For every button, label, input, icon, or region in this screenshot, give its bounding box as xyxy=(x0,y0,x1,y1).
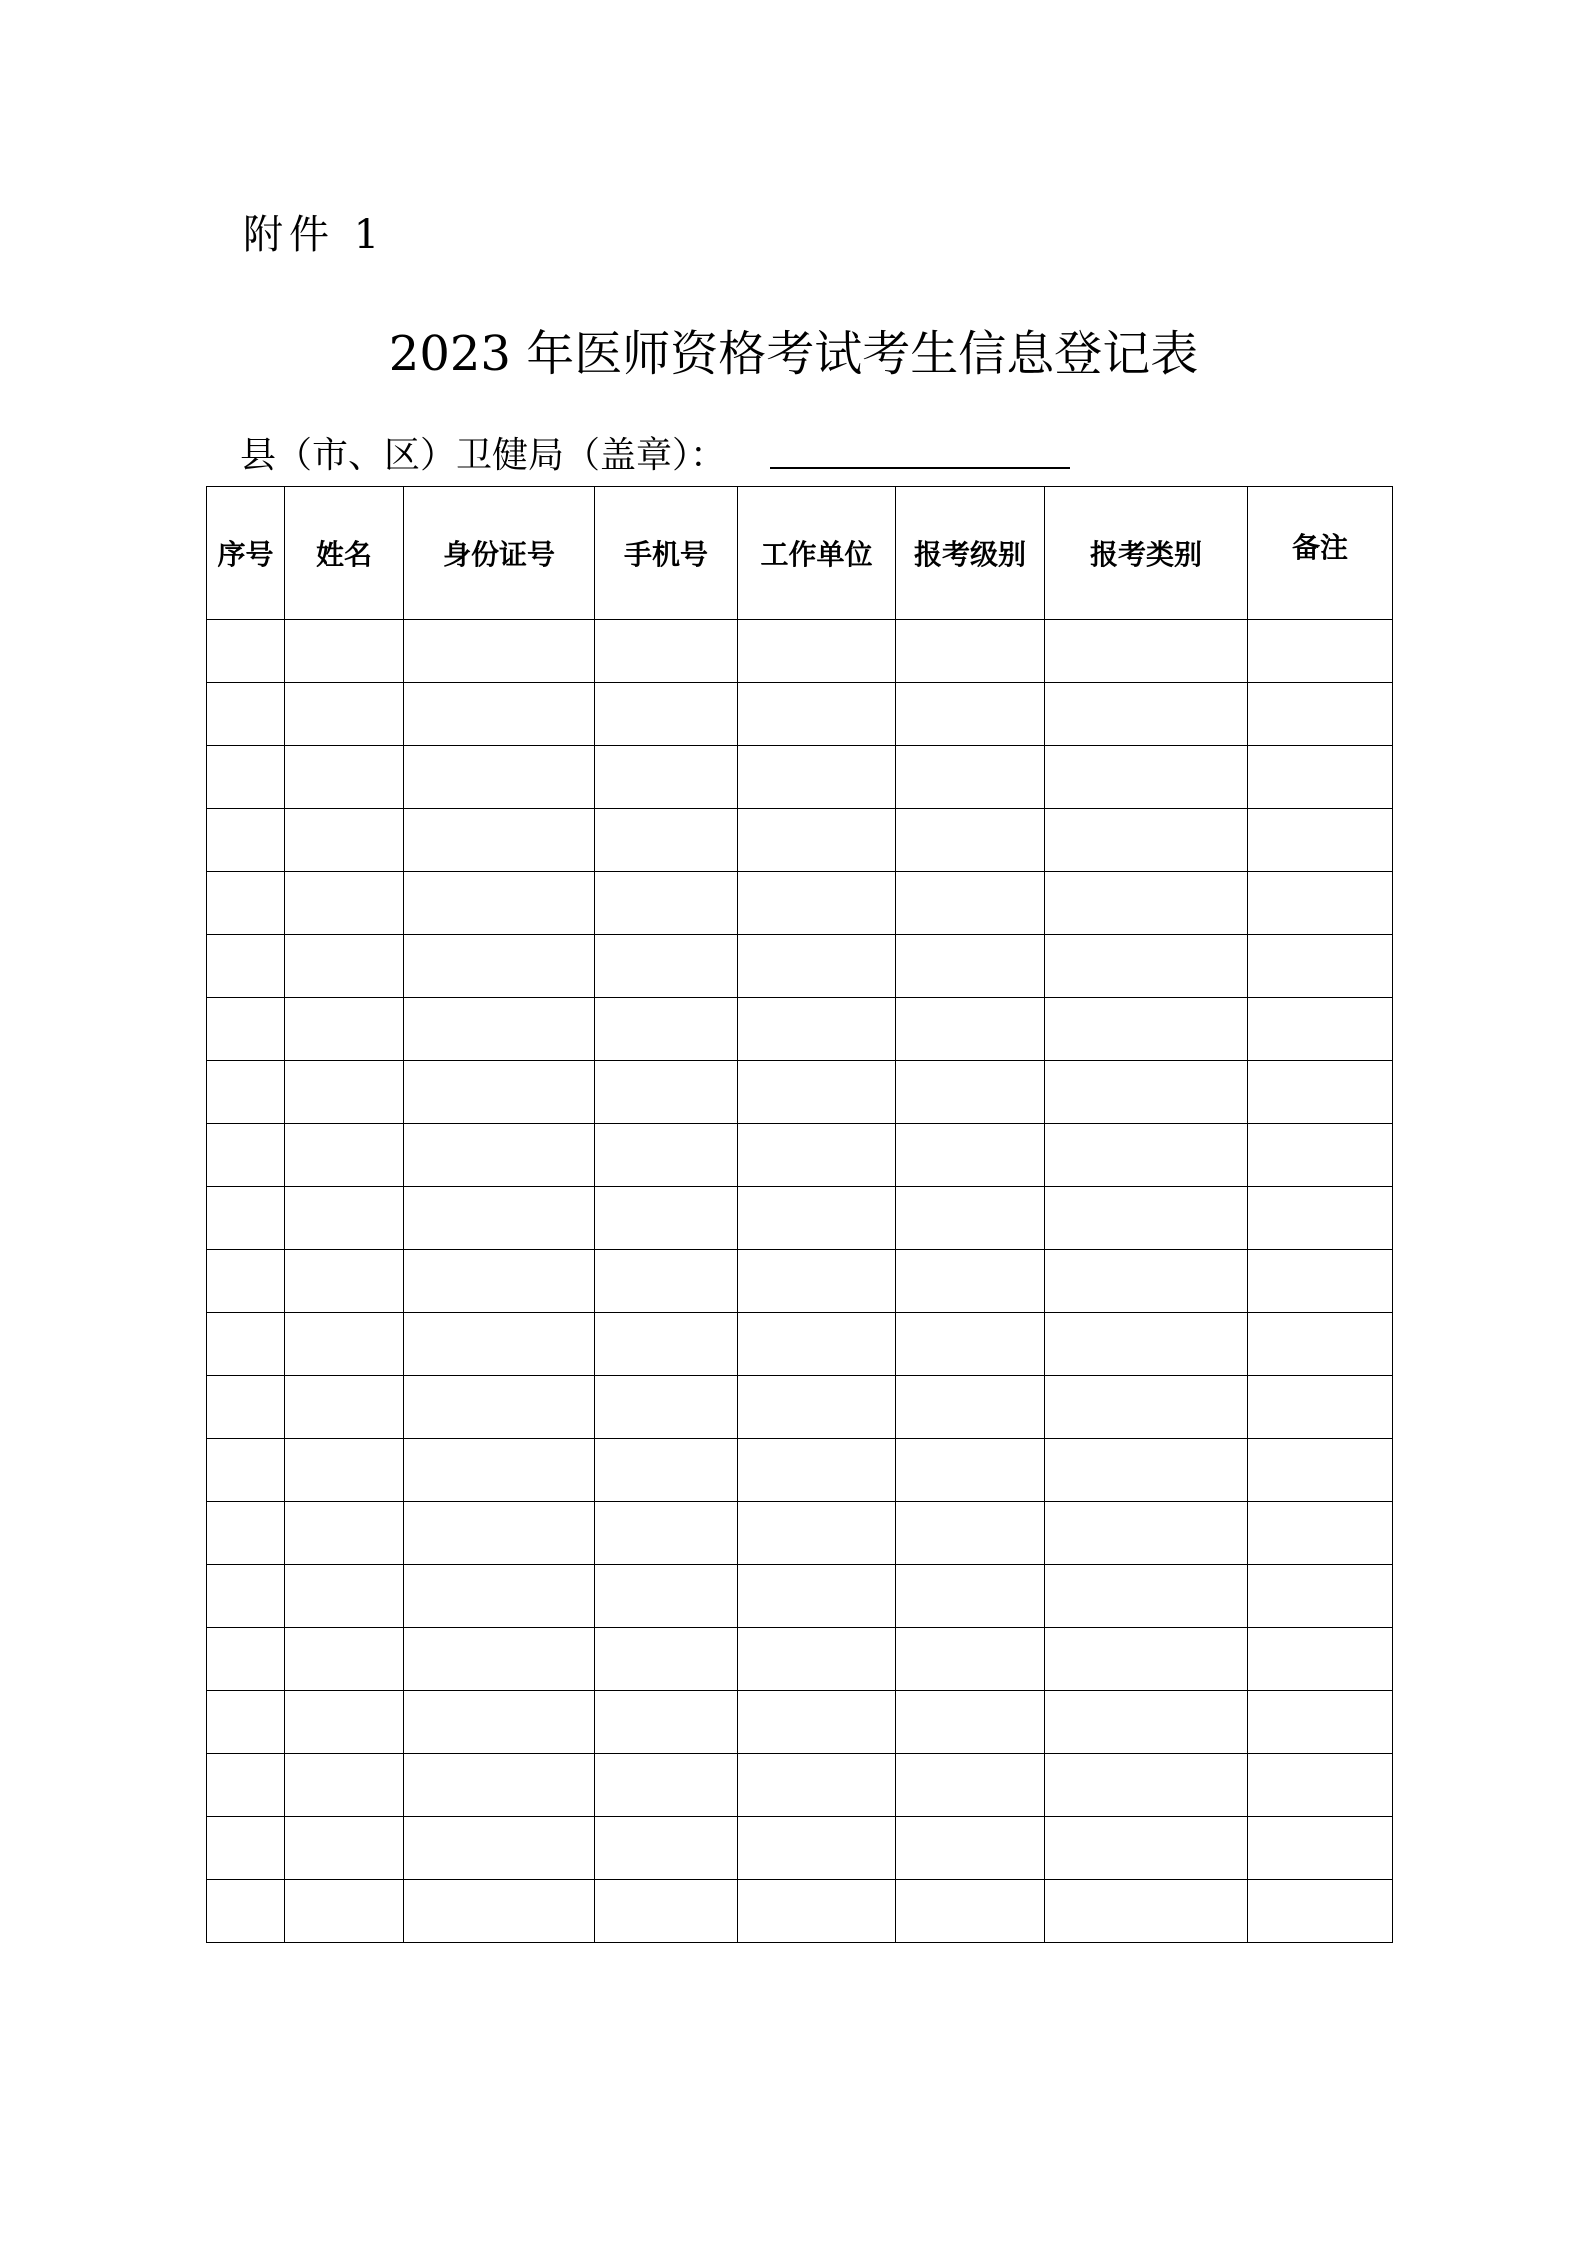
table-row xyxy=(207,1187,1393,1250)
table-cell[interactable] xyxy=(207,1880,285,1943)
table-cell[interactable] xyxy=(404,809,595,872)
table-cell[interactable] xyxy=(1248,1313,1393,1376)
table-cell[interactable] xyxy=(404,746,595,809)
header-cell-exam-category: 报考类别 xyxy=(1045,487,1248,620)
table-cell[interactable] xyxy=(896,935,1045,998)
table-cell[interactable] xyxy=(1248,1439,1393,1502)
table-cell[interactable] xyxy=(207,1439,285,1502)
table-cell[interactable] xyxy=(1248,683,1393,746)
table-cell[interactable] xyxy=(404,1628,595,1691)
table-cell[interactable] xyxy=(285,1502,404,1565)
table-row xyxy=(207,1880,1393,1943)
table-cell[interactable] xyxy=(595,1754,738,1817)
table-cell[interactable] xyxy=(285,1187,404,1250)
table-row xyxy=(207,1691,1393,1754)
table-cell[interactable] xyxy=(1248,746,1393,809)
table-row xyxy=(207,998,1393,1061)
table-cell[interactable] xyxy=(285,1565,404,1628)
table-cell[interactable] xyxy=(404,1691,595,1754)
table-cell[interactable] xyxy=(1248,620,1393,683)
table-cell[interactable] xyxy=(1045,1880,1248,1943)
table-cell[interactable] xyxy=(285,1628,404,1691)
table-cell[interactable] xyxy=(896,620,1045,683)
table-cell[interactable] xyxy=(285,1691,404,1754)
table-cell[interactable] xyxy=(1248,1565,1393,1628)
table-row xyxy=(207,1124,1393,1187)
table-cell[interactable] xyxy=(595,1250,738,1313)
table-cell[interactable] xyxy=(207,1250,285,1313)
header-cell-remarks: 备注 xyxy=(1248,487,1393,620)
table-cell[interactable] xyxy=(595,1691,738,1754)
table-cell[interactable] xyxy=(285,1313,404,1376)
table-cell[interactable] xyxy=(404,1061,595,1124)
table-cell[interactable] xyxy=(404,1880,595,1943)
table-body xyxy=(207,620,1393,1943)
table-cell[interactable] xyxy=(738,1250,896,1313)
table-cell[interactable] xyxy=(896,1376,1045,1439)
table-row xyxy=(207,1439,1393,1502)
table-cell[interactable] xyxy=(404,872,595,935)
table-cell[interactable] xyxy=(595,1565,738,1628)
table-cell[interactable] xyxy=(207,872,285,935)
table-cell[interactable] xyxy=(1045,1754,1248,1817)
table-cell[interactable] xyxy=(896,1502,1045,1565)
table-cell[interactable] xyxy=(207,998,285,1061)
table-cell[interactable] xyxy=(404,1187,595,1250)
table-cell[interactable] xyxy=(896,746,1045,809)
table-row xyxy=(207,1376,1393,1439)
table-cell[interactable] xyxy=(595,1880,738,1943)
table-cell[interactable] xyxy=(595,683,738,746)
table-cell[interactable] xyxy=(1248,1880,1393,1943)
table-cell[interactable] xyxy=(285,1880,404,1943)
table-cell[interactable] xyxy=(207,1124,285,1187)
table-cell[interactable] xyxy=(207,1817,285,1880)
table-cell[interactable] xyxy=(738,1124,896,1187)
table-cell[interactable] xyxy=(896,998,1045,1061)
table-cell[interactable] xyxy=(896,1565,1045,1628)
table-cell[interactable] xyxy=(1248,1124,1393,1187)
table-cell[interactable] xyxy=(1045,872,1248,935)
table-cell[interactable] xyxy=(595,809,738,872)
table-header-row xyxy=(207,487,1393,620)
table-cell[interactable] xyxy=(404,1439,595,1502)
header-cell-name: 姓名 xyxy=(285,487,404,620)
header-cell-workplace: 工作单位 xyxy=(738,487,896,620)
table-cell[interactable] xyxy=(738,1817,896,1880)
table-cell[interactable] xyxy=(1248,1754,1393,1817)
table-cell[interactable] xyxy=(595,1061,738,1124)
table-cell[interactable] xyxy=(896,1313,1045,1376)
table-cell[interactable] xyxy=(595,1376,738,1439)
table-cell[interactable] xyxy=(1248,872,1393,935)
table-cell[interactable] xyxy=(285,1124,404,1187)
table-cell[interactable] xyxy=(738,1880,896,1943)
table-cell[interactable] xyxy=(1045,809,1248,872)
table-cell[interactable] xyxy=(1248,1502,1393,1565)
table-cell[interactable] xyxy=(207,1691,285,1754)
table-cell[interactable] xyxy=(738,998,896,1061)
table-cell[interactable] xyxy=(738,935,896,998)
table-cell[interactable] xyxy=(896,1628,1045,1691)
table-cell[interactable] xyxy=(285,1754,404,1817)
table-cell[interactable] xyxy=(285,998,404,1061)
table-cell[interactable] xyxy=(285,872,404,935)
table-row xyxy=(207,1250,1393,1313)
table-cell[interactable] xyxy=(404,1250,595,1313)
table-cell[interactable] xyxy=(404,683,595,746)
table-cell[interactable] xyxy=(1045,746,1248,809)
table-cell[interactable] xyxy=(896,1439,1045,1502)
table-cell[interactable] xyxy=(1045,1628,1248,1691)
table-cell[interactable] xyxy=(896,683,1045,746)
table-row xyxy=(207,620,1393,683)
table-cell[interactable] xyxy=(896,809,1045,872)
table-cell[interactable] xyxy=(738,620,896,683)
header-cell-serial: 序号 xyxy=(207,487,285,620)
table-cell[interactable] xyxy=(404,998,595,1061)
table-cell[interactable] xyxy=(896,872,1045,935)
table-cell[interactable] xyxy=(285,1817,404,1880)
table-cell[interactable] xyxy=(1248,1187,1393,1250)
table-cell[interactable] xyxy=(896,1061,1045,1124)
table-cell[interactable] xyxy=(896,1691,1045,1754)
header-cell-exam-level: 报考级别 xyxy=(896,487,1045,620)
table-cell[interactable] xyxy=(595,1439,738,1502)
table-cell[interactable] xyxy=(285,746,404,809)
table-cell[interactable] xyxy=(896,1124,1045,1187)
unit-seal-blank-line[interactable] xyxy=(770,467,1070,469)
table-cell[interactable] xyxy=(285,1250,404,1313)
table-cell[interactable] xyxy=(207,683,285,746)
table-cell[interactable] xyxy=(595,1628,738,1691)
table-cell[interactable] xyxy=(207,620,285,683)
table-cell[interactable] xyxy=(738,746,896,809)
table-cell[interactable] xyxy=(896,1817,1045,1880)
table-cell[interactable] xyxy=(207,1565,285,1628)
table-cell[interactable] xyxy=(404,620,595,683)
table-cell[interactable] xyxy=(1248,1628,1393,1691)
table-cell[interactable] xyxy=(404,1502,595,1565)
table-cell[interactable] xyxy=(207,1628,285,1691)
table-cell[interactable] xyxy=(896,1754,1045,1817)
table-cell[interactable] xyxy=(285,1439,404,1502)
header-cell-id-number: 身份证号 xyxy=(404,487,595,620)
table-cell[interactable] xyxy=(404,1124,595,1187)
table-cell[interactable] xyxy=(738,1628,896,1691)
table-row xyxy=(207,1502,1393,1565)
table-cell[interactable] xyxy=(738,1502,896,1565)
table-cell[interactable] xyxy=(738,1691,896,1754)
table-cell[interactable] xyxy=(404,1754,595,1817)
table-cell[interactable] xyxy=(738,1439,896,1502)
table-cell[interactable] xyxy=(738,1313,896,1376)
table-cell[interactable] xyxy=(1045,998,1248,1061)
table-cell[interactable] xyxy=(207,1754,285,1817)
table-row xyxy=(207,683,1393,746)
table-row xyxy=(207,1817,1393,1880)
table-cell[interactable] xyxy=(207,1376,285,1439)
table-cell[interactable] xyxy=(404,1376,595,1439)
table-cell[interactable] xyxy=(595,746,738,809)
table-cell[interactable] xyxy=(207,1313,285,1376)
table-row xyxy=(207,1565,1393,1628)
table-row xyxy=(207,872,1393,935)
table-row xyxy=(207,1061,1393,1124)
table-cell[interactable] xyxy=(896,1250,1045,1313)
table-cell[interactable] xyxy=(1045,1187,1248,1250)
table-row xyxy=(207,746,1393,809)
table-cell[interactable] xyxy=(595,1124,738,1187)
table-cell[interactable] xyxy=(404,1817,595,1880)
table-cell[interactable] xyxy=(1248,935,1393,998)
table-cell[interactable] xyxy=(404,935,595,998)
table-cell[interactable] xyxy=(738,1565,896,1628)
table-cell[interactable] xyxy=(207,809,285,872)
table-cell[interactable] xyxy=(404,1313,595,1376)
table-cell[interactable] xyxy=(285,809,404,872)
table-cell[interactable] xyxy=(1248,1061,1393,1124)
table-cell[interactable] xyxy=(1045,1817,1248,1880)
table-cell[interactable] xyxy=(738,1061,896,1124)
table-cell[interactable] xyxy=(1045,1691,1248,1754)
registration-table xyxy=(206,486,1393,1943)
table-cell[interactable] xyxy=(207,1061,285,1124)
table-cell[interactable] xyxy=(738,809,896,872)
table-cell[interactable] xyxy=(738,1754,896,1817)
table-cell[interactable] xyxy=(595,1313,738,1376)
table-cell[interactable] xyxy=(595,620,738,683)
table-cell[interactable] xyxy=(1248,1376,1393,1439)
table-cell[interactable] xyxy=(595,1817,738,1880)
table-cell[interactable] xyxy=(207,1502,285,1565)
attachment-label: 附件 1 xyxy=(243,212,386,258)
table-cell[interactable] xyxy=(1248,809,1393,872)
table-cell[interactable] xyxy=(1248,1250,1393,1313)
table-cell[interactable] xyxy=(285,683,404,746)
table-cell[interactable] xyxy=(738,1187,896,1250)
table-cell[interactable] xyxy=(1045,1313,1248,1376)
table-cell[interactable] xyxy=(404,1565,595,1628)
table-cell[interactable] xyxy=(1045,620,1248,683)
table-cell[interactable] xyxy=(1248,1817,1393,1880)
table-cell[interactable] xyxy=(738,872,896,935)
table-cell[interactable] xyxy=(1045,1565,1248,1628)
table-cell[interactable] xyxy=(1248,998,1393,1061)
table-cell[interactable] xyxy=(595,872,738,935)
table-cell[interactable] xyxy=(1045,1502,1248,1565)
table-cell[interactable] xyxy=(595,1187,738,1250)
table-row xyxy=(207,1313,1393,1376)
unit-seal-label: 县（市、区）卫健局（盖章）： xyxy=(240,435,727,476)
table-cell[interactable] xyxy=(896,1187,1045,1250)
table-cell[interactable] xyxy=(595,998,738,1061)
table-cell[interactable] xyxy=(1045,1250,1248,1313)
document-title: 2023 年医师资格考试考生信息登记表 xyxy=(388,326,1199,382)
table-cell[interactable] xyxy=(1045,683,1248,746)
table-row xyxy=(207,809,1393,872)
table-cell[interactable] xyxy=(207,746,285,809)
header-cell-phone: 手机号 xyxy=(595,487,738,620)
table-cell[interactable] xyxy=(1045,935,1248,998)
table-cell[interactable] xyxy=(285,620,404,683)
table-cell[interactable] xyxy=(738,683,896,746)
table-row xyxy=(207,1628,1393,1691)
table-cell[interactable] xyxy=(738,1376,896,1439)
table-cell[interactable] xyxy=(207,1187,285,1250)
table-cell[interactable] xyxy=(896,1880,1045,1943)
table-cell[interactable] xyxy=(285,935,404,998)
table-cell[interactable] xyxy=(595,1502,738,1565)
table-cell[interactable] xyxy=(1045,1376,1248,1439)
table-cell[interactable] xyxy=(1248,1691,1393,1754)
table-cell[interactable] xyxy=(285,1376,404,1439)
table-row xyxy=(207,1754,1393,1817)
table-cell[interactable] xyxy=(207,935,285,998)
table-cell[interactable] xyxy=(285,1061,404,1124)
table-row xyxy=(207,935,1393,998)
table-cell[interactable] xyxy=(595,935,738,998)
table-cell[interactable] xyxy=(1045,1439,1248,1502)
table-cell[interactable] xyxy=(1045,1061,1248,1124)
table-cell[interactable] xyxy=(1045,1124,1248,1187)
